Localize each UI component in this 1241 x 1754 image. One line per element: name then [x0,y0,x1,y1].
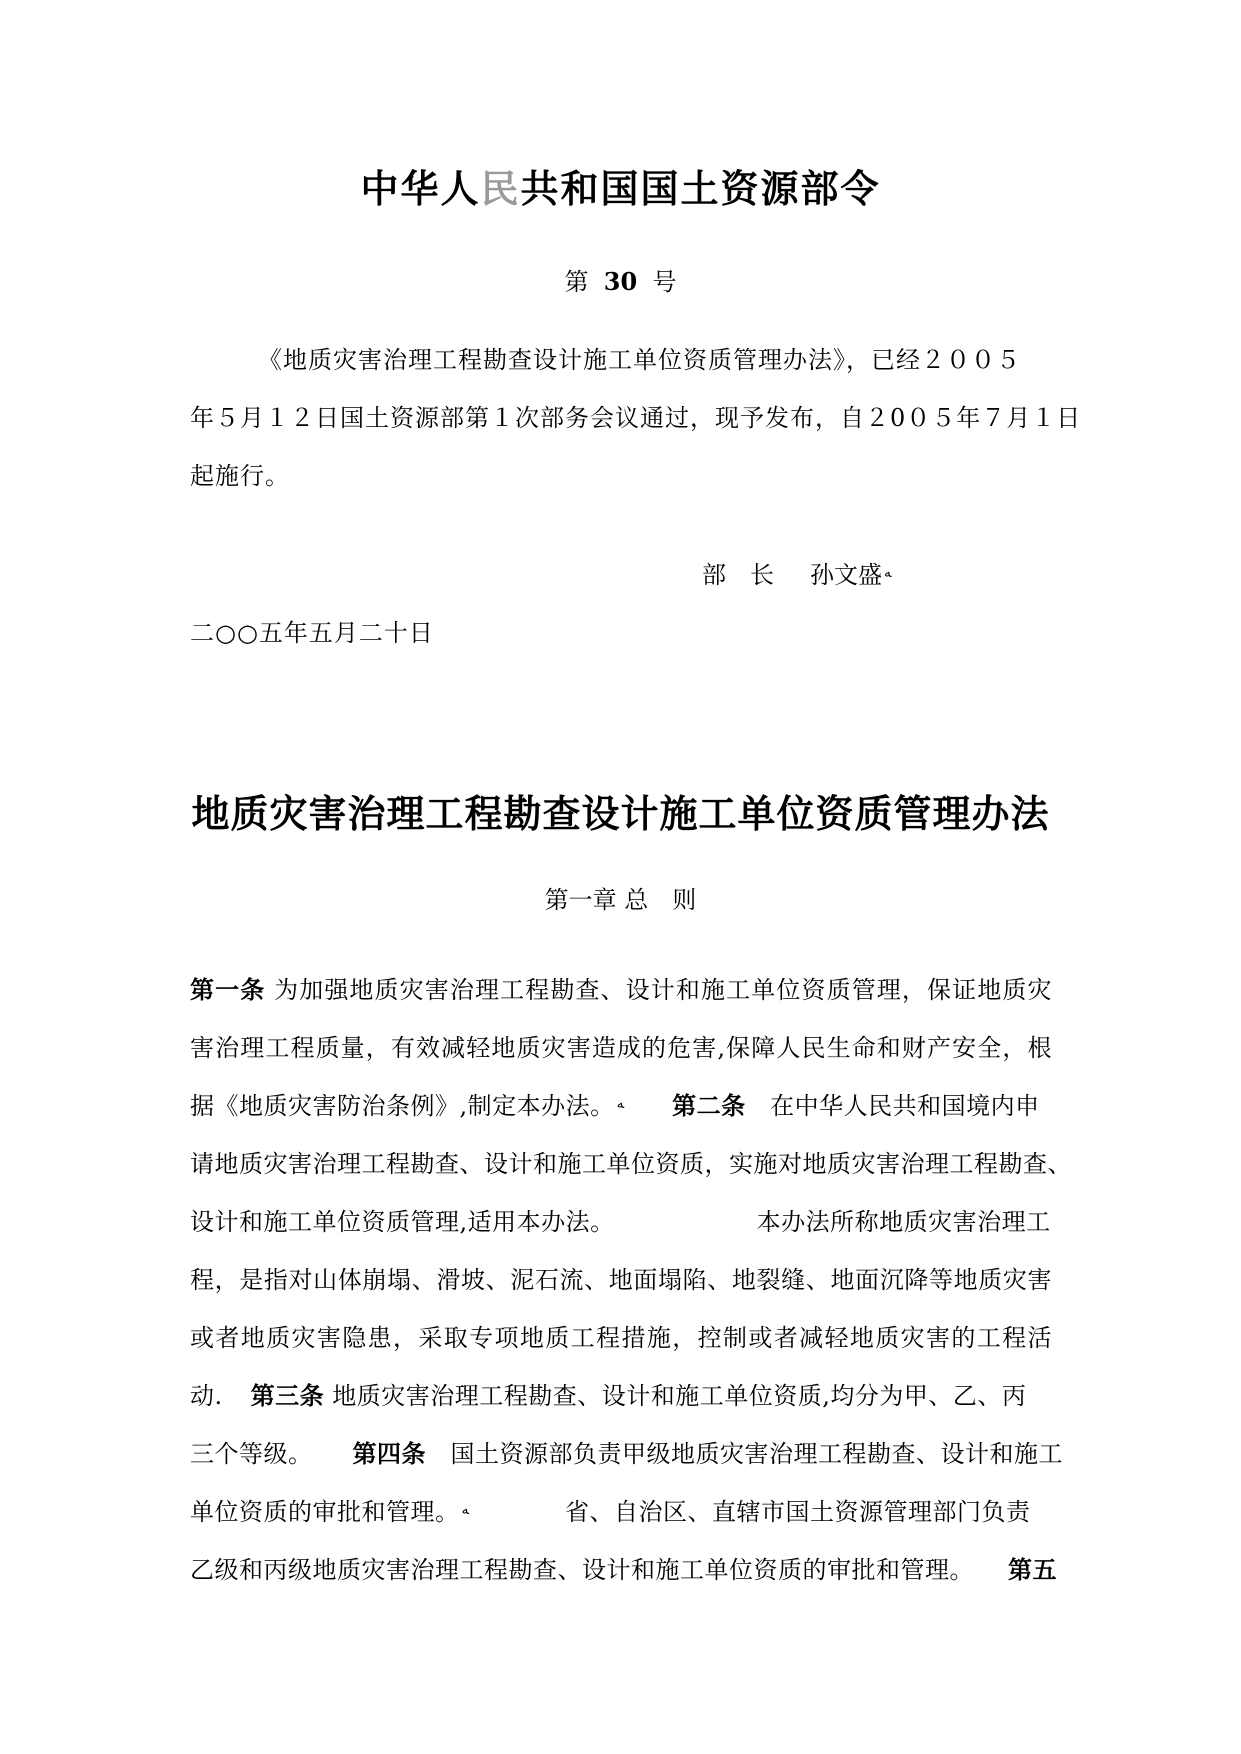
order-date: 二○○五年五月二十日 [190,619,434,647]
body-line-8 [190,1376,1052,1411]
order-number-suffix: 号 [652,268,677,296]
body-text: 在中华人民共和国境内申 [745,1092,1040,1120]
body-line-10 [190,1492,1052,1527]
order-number [0,262,1241,297]
intro-line-2: 年５月１２日国土资源部第１次部务会议通过，现予发布，自２0０５年７月１日 [190,404,1082,432]
body-line-9 [190,1434,1063,1469]
order-title-part: 共和国国土资源部令 [520,166,881,211]
order-title [0,158,1241,213]
body-text: 为加强地质灾害治理工程勘查、设计和施工单位资质管理，保证地质灾 [265,976,1052,1004]
chapter-heading: 第一章 总 则 [544,886,697,914]
order-number-prefix: 第 [564,268,589,296]
body-text: 乙级和丙级地质灾害治理工程勘查、设计和施工单位资质的审批和管理。 [190,1556,974,1584]
intro-line-1: 《地质灾害治理工程勘查设计施工单位资质管理办法》，已经２００５ [258,346,1021,374]
body-line-2: 害治理工程质量，有效减轻地质灾害造成的危害,保障人民生命和财产安全，根 [190,1034,1052,1062]
body-text: 三个等级。 [190,1440,313,1468]
body-line-5 [190,1202,1052,1237]
body-line-6: 程，是指对山体崩塌、滑坡、泥石流、地面塌陷、地裂缝、地面沉降等地质灾害 [190,1266,1052,1294]
body-line-3 [190,1086,1052,1121]
signer-name: 孙文盛 [810,561,882,589]
body-text: 省、自治区、直辖市国土资源管理部门负责 [565,1498,1031,1526]
body-text: 设计和施工单位资质管理,适用本办法。 [190,1208,615,1236]
order-title-faded-char: 民 [480,166,521,211]
body-text: 据《地质灾害防治条例》,制定本办法。 [190,1092,615,1120]
article-1-label: 第一条 [190,975,266,1004]
order-number-value: 30 [603,267,638,296]
signature-line [702,555,892,590]
signer-role: 部 长 [702,561,774,589]
article-5-label: 第五 [1008,1555,1057,1584]
body-line-4: 请地质灾害治理工程勘查、设计和施工单位资质，实施对地质灾害治理工程勘查、 [190,1150,1072,1178]
measures-title: 地质灾害治理工程勘查设计施工单位资质管理办法 [191,791,1050,836]
body-text: 地质灾害治理工程勘查、设计和施工单位资质,均分为甲、乙、丙 [324,1382,1027,1410]
article-3-label: 第三条 [250,1381,325,1410]
intro-line-3: 起施行。 [190,462,290,490]
paragraph-mark: ﻪ [884,565,892,581]
paragraph-mark: ﻪ [461,1502,470,1518]
body-text: 单位资质的审批和管理。 [190,1498,460,1526]
paragraph-mark: ﻪ [616,1096,625,1112]
body-text: 国土资源部负责甲级地质灾害治理工程勘查、设计和施工 [426,1440,1063,1468]
body-line-7: 或者地质灾害隐患，采取专项地质工程措施，控制或者减轻地质灾害的工程活 [190,1324,1052,1352]
body-line-11 [190,1550,1057,1585]
article-2-label: 第二条 [672,1091,746,1120]
article-4-label: 第四条 [352,1439,426,1468]
order-title-part: 中华人 [360,166,481,211]
body-text: 本办法所称地质灾害治理工 [756,1208,1051,1236]
body-line-1 [190,970,1052,1005]
body-text: 动. [190,1382,223,1410]
